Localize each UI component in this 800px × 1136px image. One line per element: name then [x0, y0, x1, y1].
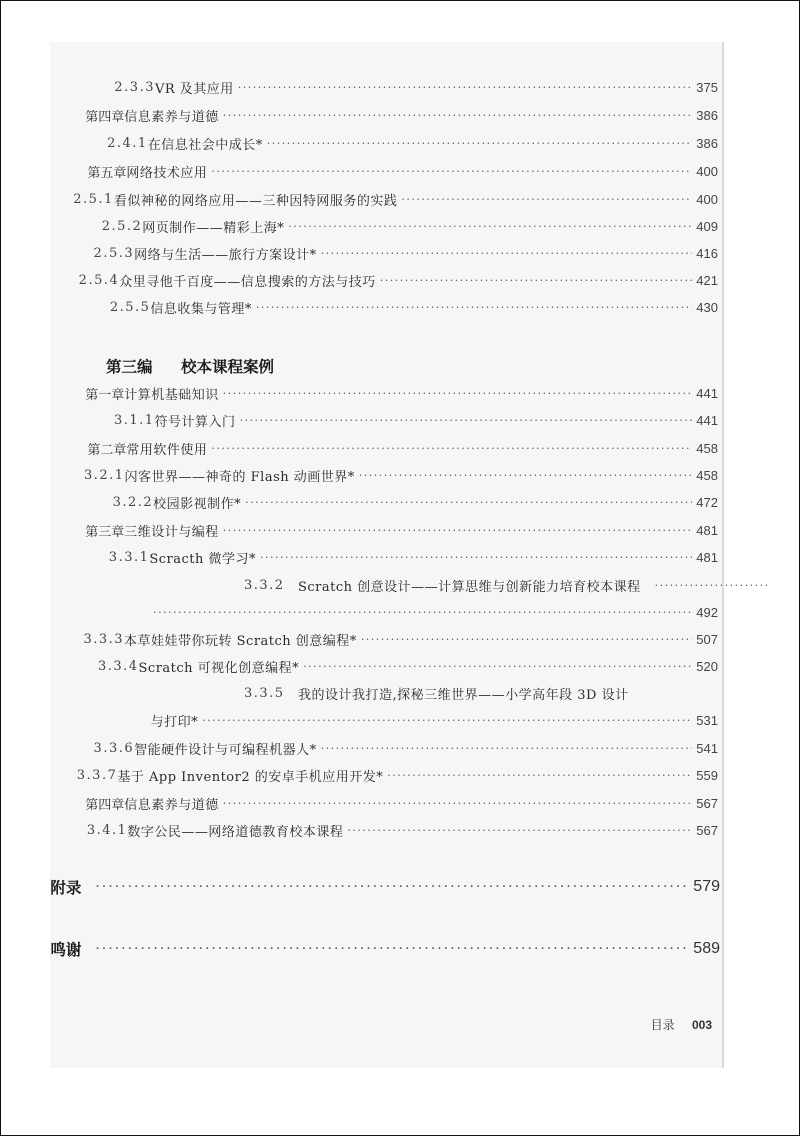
section-title: 我的设计我打造,探秘三维世界——小学高年段 3D 设计 [298, 687, 629, 703]
toc-row-section[interactable] [0, 462, 800, 488]
toc-row-chapter[interactable] [0, 158, 800, 184]
dot-leader [223, 797, 693, 810]
toc-row-section[interactable] [0, 762, 800, 788]
toc-row-section[interactable] [0, 680, 800, 706]
section-title: Scratch 可视化创意编程* [138, 660, 300, 676]
toc-row-appendix[interactable] [0, 872, 800, 902]
page-number: 472 [696, 494, 718, 510]
page-number: 567 [696, 795, 718, 811]
dot-leader [347, 824, 692, 837]
dot-leader [238, 81, 693, 94]
toc-row-section[interactable] [0, 186, 800, 212]
section-number: 2.5.3 [93, 245, 135, 261]
dot-leader [211, 442, 692, 455]
page-number: 481 [696, 549, 718, 565]
dot-leader [223, 109, 693, 122]
section-title: 看似神秘的网络应用——三种因特网服务的实践 [113, 193, 398, 209]
toc-row-section[interactable] [0, 817, 800, 843]
part-heading[interactable] [0, 352, 800, 380]
section-title: 在信息社会中成长* [147, 137, 263, 153]
section-title: 网页制作——精彩上海* [142, 220, 285, 236]
part-title: 校本课程案例 [181, 359, 275, 376]
section-title: VR 及其应用 [154, 81, 234, 97]
page-number: 400 [696, 163, 718, 179]
section-title: 数字公民——网络道德教育校本课程 [127, 824, 344, 840]
toc-row-section[interactable] [0, 130, 800, 156]
toc-row-chapter[interactable] [0, 517, 800, 543]
toc-row-section[interactable] [0, 626, 800, 652]
section-title: Scracth 微学习* [149, 551, 257, 567]
section-title: 信息收集与管理* [150, 301, 252, 317]
page-number: 416 [696, 245, 718, 261]
page-number: 386 [696, 135, 718, 151]
section-number: 3.1.1 [113, 412, 155, 428]
toc-row-continuation [0, 707, 800, 733]
page-number: 481 [696, 522, 718, 538]
page-number: 375 [696, 79, 718, 95]
section-number: 3.2.2 [112, 494, 154, 510]
section-title: 基于 App Inventor2 的安卓手机应用开发* [117, 769, 384, 785]
section-number: 2.5.4 [78, 272, 120, 288]
part-label: 第三编 [106, 359, 153, 376]
page-number: 492 [696, 604, 718, 620]
chapter-title: 常用软件使用 [126, 442, 208, 458]
dot-leader [95, 941, 689, 957]
dot-leader [288, 220, 692, 233]
section-title: 网络与生活——旅行方案设计* [134, 247, 317, 263]
section-number: 2.5.2 [101, 218, 143, 234]
dot-leader [359, 469, 693, 482]
footer-label: 目录 [650, 1018, 675, 1032]
dot-leader [321, 742, 693, 755]
dot-leader [303, 660, 692, 673]
chapter-label: 第一章 [85, 387, 125, 403]
page-number: 520 [696, 658, 718, 674]
toc-row-section[interactable] [0, 735, 800, 761]
chapter-title: 网络技术应用 [126, 165, 208, 181]
appendix-title: 附录 [50, 880, 82, 897]
page-number: 559 [696, 767, 718, 783]
dot-leader [202, 714, 692, 727]
dot-leader [245, 496, 692, 509]
toc-row-section[interactable] [0, 653, 800, 679]
dot-leader [380, 274, 693, 287]
section-number: 2.4.1 [107, 135, 148, 151]
section-number: 3.3.4 [97, 658, 139, 674]
toc-row-section[interactable] [0, 213, 800, 239]
chapter-title: 信息素养与道德 [124, 797, 219, 813]
section-number: 3.3.2 [244, 577, 285, 593]
chapter-label: 第五章 [87, 165, 127, 181]
toc-row-section[interactable] [0, 407, 800, 433]
page-footer [0, 1016, 712, 1033]
toc-row-section[interactable] [0, 267, 800, 293]
dot-leader [240, 414, 693, 427]
page-number: 541 [696, 740, 718, 756]
dot-leader [153, 606, 692, 619]
chapter-title: 信息素养与道德 [124, 109, 219, 125]
page-number: 531 [696, 712, 718, 728]
toc-row-continuation [0, 599, 800, 625]
toc-row-chapter[interactable] [0, 380, 800, 406]
toc-row-acknowledgements[interactable] [0, 934, 800, 964]
toc-row-section[interactable] [0, 294, 800, 320]
toc-row-chapter[interactable] [0, 435, 800, 461]
page-number: 430 [696, 299, 718, 315]
page-number: 409 [696, 218, 718, 234]
toc-row-section[interactable] [0, 489, 800, 515]
chapter-label: 第二章 [87, 442, 127, 458]
toc-row-chapter[interactable] [0, 102, 800, 128]
dot-leader [223, 524, 693, 537]
section-number: 3.3.5 [244, 685, 285, 701]
dot-leader [267, 137, 693, 150]
toc-row-section[interactable] [0, 572, 800, 598]
chapter-label: 第三章 [85, 524, 125, 540]
chapter-title: 三维设计与编程 [124, 524, 219, 540]
section-number: 3.4.1 [86, 822, 128, 838]
section-title: Scratch 创意设计——计算思维与创新能力培育校本课程 [298, 579, 641, 595]
page-number: 458 [696, 440, 718, 456]
dot-leader [260, 551, 692, 564]
section-number: 3.3.7 [76, 767, 118, 783]
section-title: 符号计算入门 [154, 414, 236, 430]
section-title-continued: 与打印* [150, 714, 199, 730]
chapter-label: 第四章 [85, 109, 125, 125]
section-title: 校园影视制作* [153, 496, 242, 512]
page-number: 458 [696, 467, 718, 483]
section-title: 闪客世界——神奇的 Flash 动画世界* [124, 469, 355, 485]
section-number: 2.3.3 [114, 79, 155, 95]
page-number: 579 [693, 878, 720, 895]
page-number: 441 [696, 412, 718, 428]
dot-leader [401, 193, 692, 206]
toc-row-section[interactable] [0, 240, 800, 266]
chapter-title: 计算机基础知识 [124, 387, 219, 403]
section-title: 众里寻他千百度——信息搜索的方法与技巧 [119, 274, 376, 290]
section-title: 本草娃娃带你玩转 Scratch 创意编程* [124, 633, 357, 649]
page-number: 507 [696, 631, 718, 647]
page-number: 589 [693, 940, 720, 957]
page-number: 567 [696, 822, 718, 838]
toc-row-chapter[interactable] [0, 790, 800, 816]
section-number: 2.5.5 [109, 299, 151, 315]
page-number: 386 [696, 107, 718, 123]
dot-leader [655, 579, 770, 592]
section-title: 智能硬件设计与可编程机器人* [134, 742, 317, 758]
dot-leader [256, 301, 692, 314]
toc-row-section[interactable] [0, 74, 800, 100]
page-number: 400 [696, 191, 718, 207]
dot-leader [321, 247, 693, 260]
chapter-label: 第四章 [85, 797, 125, 813]
section-number: 2.5.1 [73, 191, 114, 207]
dot-leader [211, 165, 692, 178]
toc-row-section[interactable] [0, 544, 800, 570]
footer-page-number: 003 [691, 1018, 712, 1032]
section-number: 3.3.1 [108, 549, 150, 565]
dot-leader [361, 633, 692, 646]
dot-leader [223, 387, 693, 400]
page-number: 421 [696, 272, 718, 288]
dot-leader [387, 769, 692, 782]
section-number: 3.3.3 [83, 631, 125, 647]
section-number: 3.2.1 [83, 467, 125, 483]
page-number: 441 [696, 385, 718, 401]
dot-leader [95, 879, 689, 895]
acknowledgements-title: 鸣谢 [50, 942, 82, 959]
section-number: 3.3.6 [93, 740, 135, 756]
